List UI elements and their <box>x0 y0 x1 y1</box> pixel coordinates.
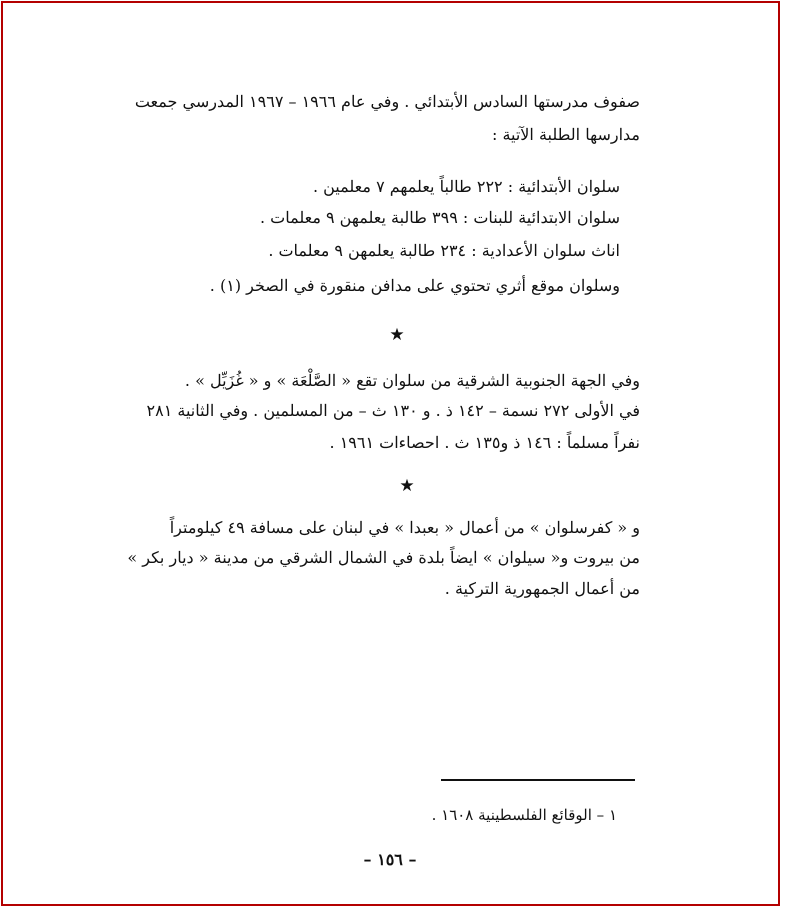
paragraph1-line2: مدارسها الطلبة الآتية : <box>491 125 640 144</box>
paragraph3-line2: من بيروت و« سيلوان » ايضاً بلدة في الشمال الشرقي من مدينة « ديار بكر » <box>127 548 640 567</box>
school-line-3: اناث سلوان الأعدادية : ٢٣٤ طالبة يعلمهن ٩ معلمات . <box>268 241 620 260</box>
footnote-rule <box>441 779 635 781</box>
footnote: ١ – الوقائع الفلسطينية ١٦٠٨ . <box>431 806 617 824</box>
page-number: – ١٥٦ – <box>363 850 417 869</box>
separator-star-2: ★ <box>399 476 415 496</box>
paragraph2-line2: في الأولى ٢٧٢ نسمة – ١٤٢ ذ . و ١٣٠ ث – من المسلمين . وفي الثانية ٢٨١ <box>146 401 640 420</box>
paragraph3-line3: من أعمال الجمهورية التركية . <box>444 579 640 598</box>
paragraph2-line1: وفي الجهة الجنوبية الشرقية من سلوان تقع « الصَّلْعَة » و « غُزَيِّل » . <box>184 371 640 390</box>
school-line-4: وسلوان موقع أثري تحتوي على مدافن منقورة في الصخر (١) . <box>209 276 620 295</box>
paragraph3-line1: و « كفرسلوان » من أعمال « بعبدا » في لبنان على مسافة ٤٩ كيلومتراً <box>169 518 640 537</box>
school-line-2: سلوان الابتدائية للبنات : ٣٩٩ طالبة يعلمهن ٩ معلمات . <box>259 208 620 227</box>
school-line-1: سلوان الأبتدائية : ٢٢٢ طالباً يعلمهم ٧ معلمين . <box>312 177 620 196</box>
paragraph1-line1: صفوف مدرستها السادس الأبتدائي . وفي عام ١٩٦٦ – ١٩٦٧ المدرسي جمعت <box>134 92 640 111</box>
separator-star-1: ★ <box>389 325 405 345</box>
paragraph2-line3: نفراً مسلماً : ١٤٦ ذ و١٣٥ ث . احصاءات ١٩٦١ . <box>329 433 640 452</box>
